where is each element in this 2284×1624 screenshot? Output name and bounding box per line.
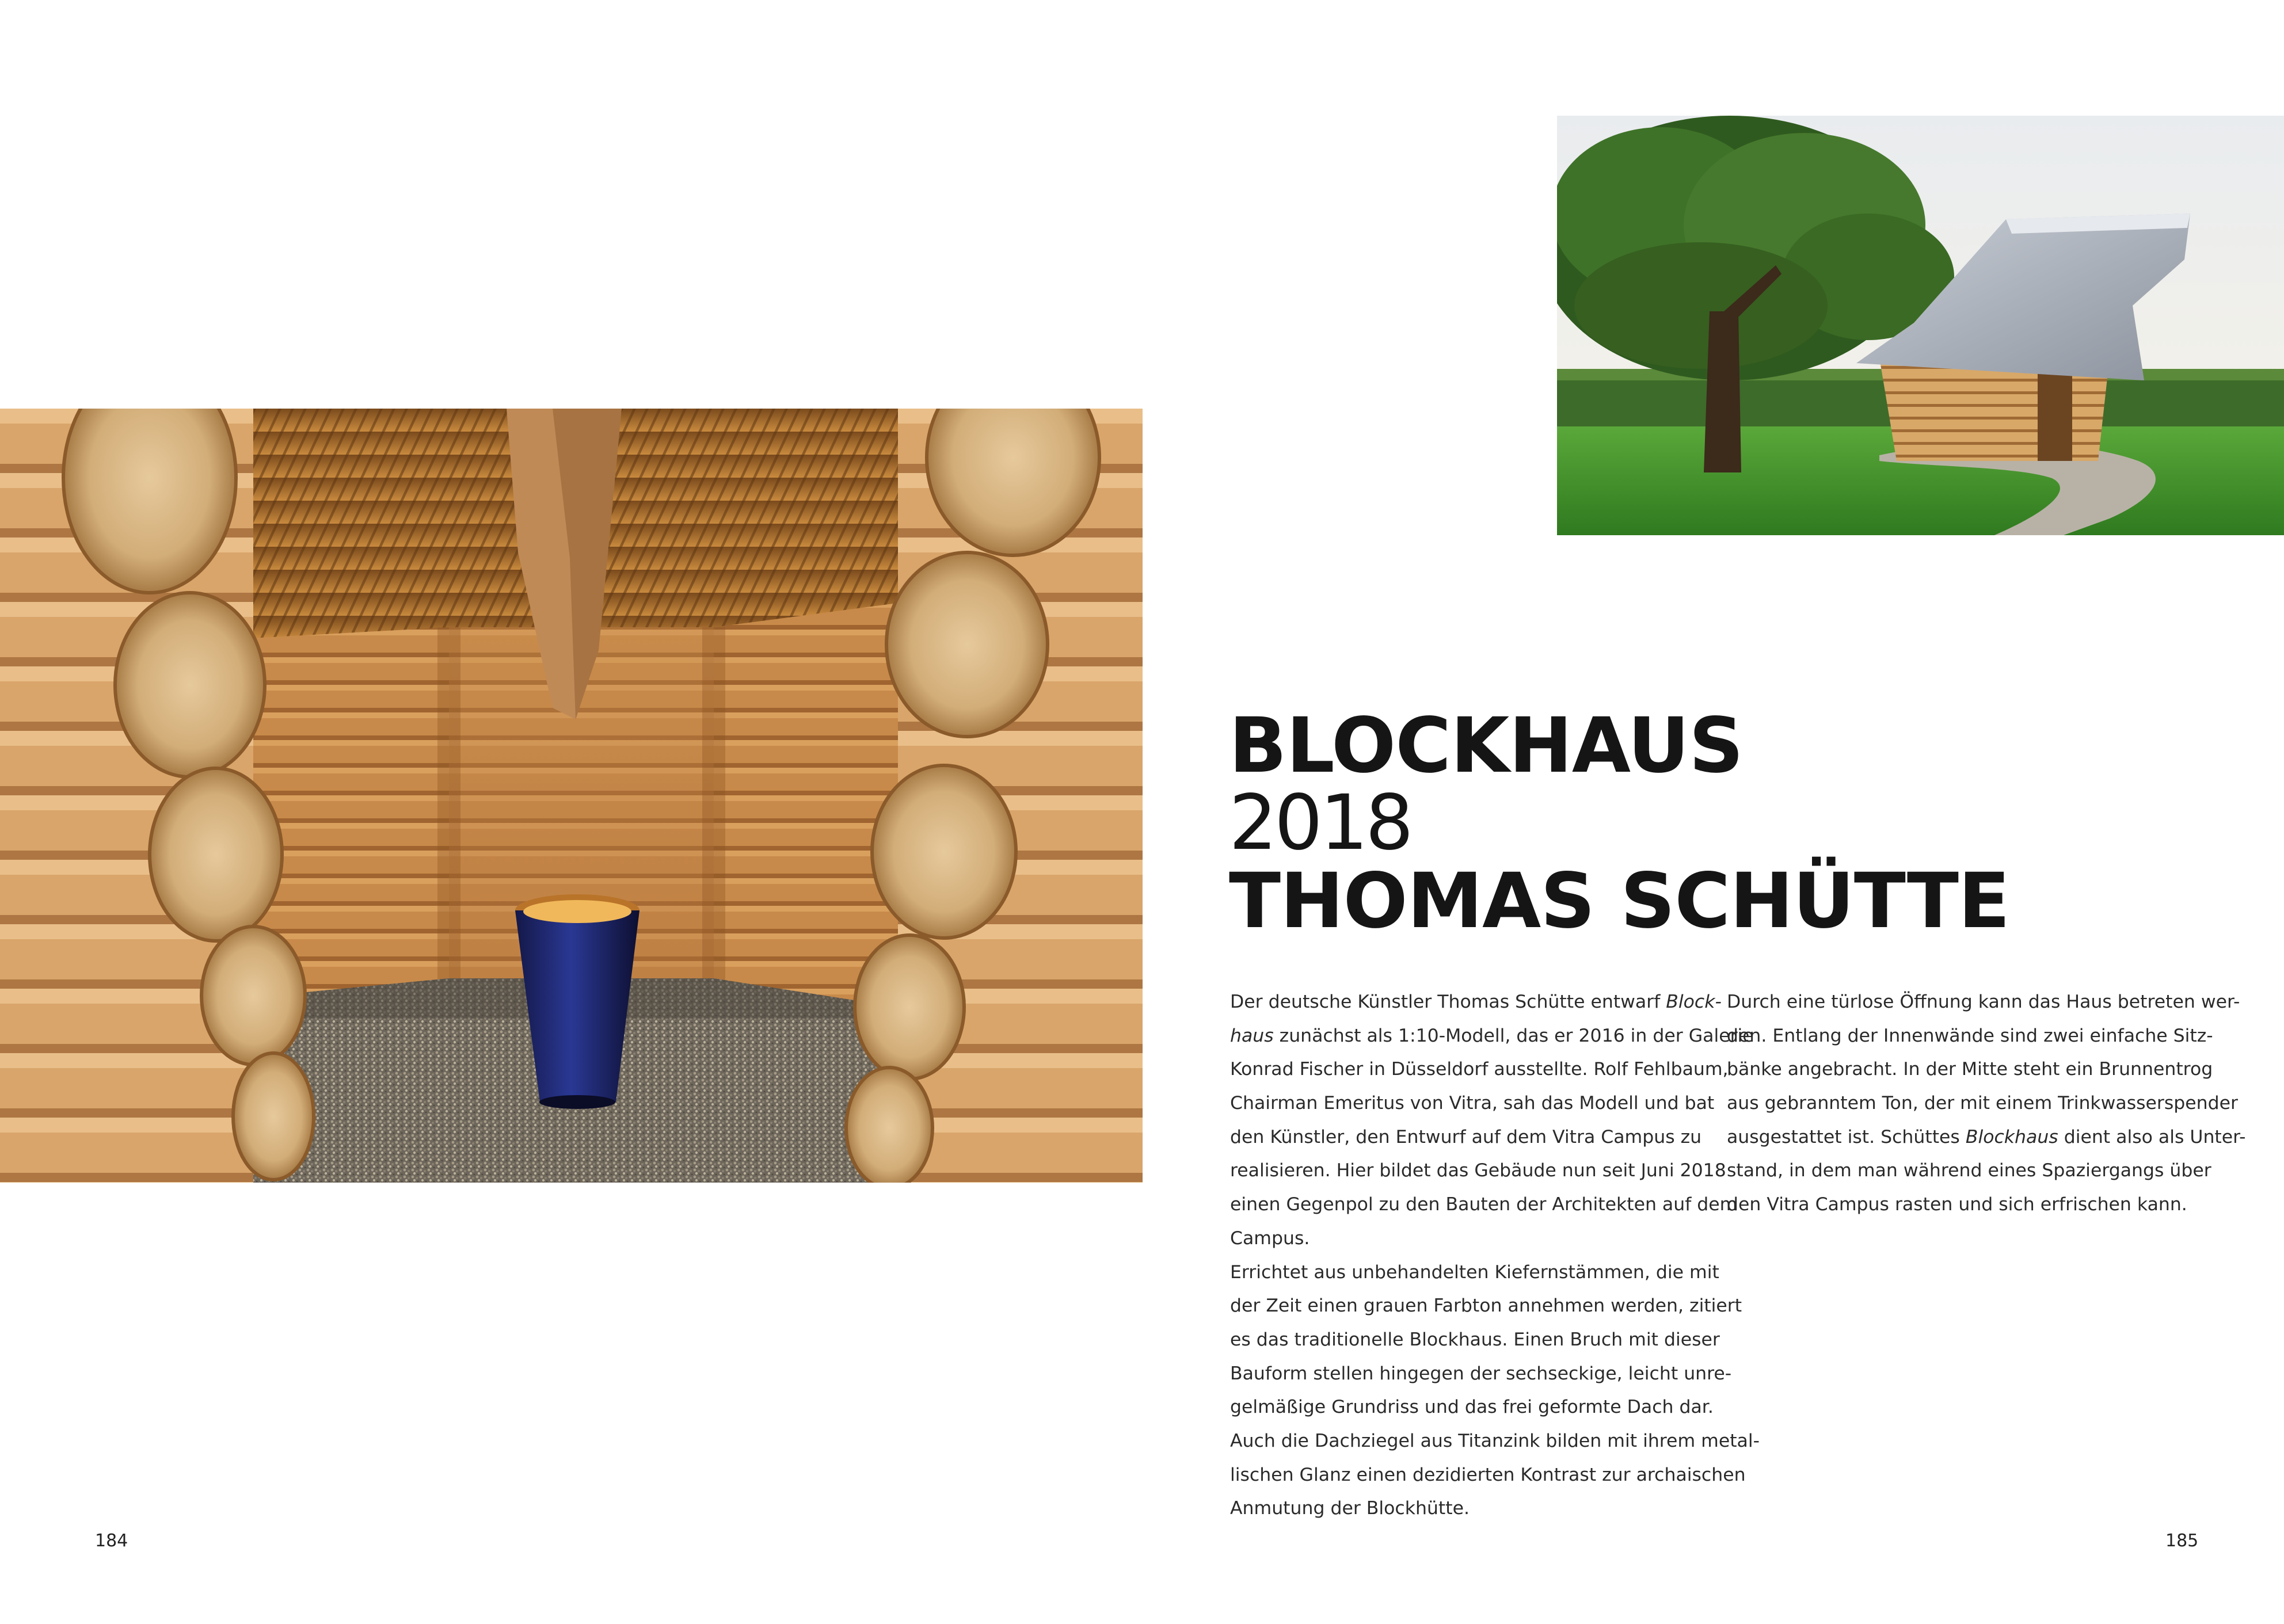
text-run: gelmäßige Grundriss und das frei geformte Dach dar. <box>1230 1397 1714 1418</box>
text-run: bänke angebracht. In der Mitte steht ein Brunnentrog <box>1727 1059 2213 1080</box>
text-run: ausgestattet ist. Schüttes <box>1727 1126 1966 1148</box>
text-run: Bauform stellen hingegen der sechseckige, leicht unre- <box>1230 1363 1732 1384</box>
text-line <box>1727 1188 2192 1222</box>
text-line <box>1230 1390 1714 1424</box>
text-run: den. Entlang der Innenwände sind zwei einfache Sitz- <box>1727 1025 2213 1046</box>
text-line <box>1230 1424 1760 1458</box>
body-column-right <box>1727 985 2246 1222</box>
text-run: der Zeit einen grauen Farbton annehmen werden, zitiert <box>1230 1295 1742 1317</box>
text-run: Chairman Emeritus von Vitra, sah das Modell und bat <box>1230 1093 1715 1114</box>
text-line <box>1230 1019 1754 1053</box>
text-line <box>1230 1492 1695 1526</box>
text-run: es das traditionelle Blockhaus. Einen Bruch mit dieser <box>1230 1329 1720 1350</box>
text-run: aus gebranntem Ton, der mit einem Trinkwasserspender <box>1727 1093 2238 1114</box>
body-column-left <box>1230 985 1760 1526</box>
text-run: Konrad Fischer in Düsseldorf ausstellte. Rolf Fehlbaum, <box>1230 1059 1729 1080</box>
text-line <box>1230 1154 1726 1188</box>
text-line <box>1727 1053 2213 1087</box>
article-year: 2018 <box>1229 779 1411 867</box>
text-line <box>1230 985 1722 1019</box>
text-run: den Künstler, den Entwurf auf dem Vitra Campus zu <box>1230 1126 1702 1148</box>
text-run: den Vitra Campus rasten und sich erfrischen kann. <box>1727 1194 2187 1215</box>
text-line <box>1727 1087 2238 1120</box>
article-heading <box>1229 702 2207 946</box>
text-line <box>1230 1188 1738 1222</box>
text-run: zunächst als 1:10-Modell, das er 2016 in der Galerie <box>1273 1025 1754 1046</box>
text-line <box>1230 1458 1746 1492</box>
italic-text: Blockhaus <box>1965 1126 2058 1148</box>
text-run: Anmutung der Blockhütte. <box>1230 1498 1470 1519</box>
interior-photo-image <box>0 409 1143 1183</box>
text-line <box>1230 1256 1719 1290</box>
text-line <box>1230 1357 1732 1391</box>
italic-text: haus <box>1230 1025 1274 1046</box>
text-run: Errichtet aus unbehandelten Kiefernstämmen, die mit <box>1230 1261 1719 1283</box>
text-run: lischen Glanz einen dezidierten Kontrast zur archaischen <box>1230 1464 1746 1485</box>
text-run: Auch die Dachziegel aus Titanzink bilden mit ihrem metal- <box>1230 1430 1760 1451</box>
text-run: Campus. <box>1230 1227 1310 1249</box>
interior-photo <box>0 409 1143 1183</box>
text-line <box>1727 1019 2213 1053</box>
page-number-right: 185 <box>2165 1531 2199 1551</box>
italic-text: Block- <box>1666 992 1722 1012</box>
page-number-left: 184 <box>95 1531 128 1551</box>
text-run: dient also als Unter- <box>2058 1126 2246 1148</box>
text-run: realisieren. Hier bildet das Gebäude nun seit Juni 2018 <box>1230 1160 1726 1181</box>
text-line <box>1230 1120 1702 1154</box>
text-line <box>1230 1222 1695 1256</box>
text-line <box>1230 1087 1715 1120</box>
text-run: Durch eine türlose Öffnung kann das Haus betreten wer- <box>1727 992 2240 1012</box>
text-line <box>1727 1154 2211 1188</box>
text-line <box>1727 985 2240 1019</box>
article-title: BLOCKHAUS <box>1229 702 1744 790</box>
text-run: stand, in dem man während eines Spaziergangs über <box>1727 1160 2211 1181</box>
text-line <box>1230 1323 1720 1357</box>
text-run: Der deutsche Künstler Thomas Schütte entwarf <box>1230 992 1666 1012</box>
exterior-photo <box>1557 116 2284 535</box>
exterior-photo-image <box>1557 116 2284 535</box>
text-line <box>1727 1120 2246 1154</box>
text-line <box>1230 1289 1742 1323</box>
text-run: einen Gegenpol zu den Bauten der Architekten auf dem <box>1230 1194 1738 1215</box>
text-line <box>1230 1053 1729 1087</box>
article-artist: THOMAS SCHÜTTE <box>1229 857 2010 946</box>
